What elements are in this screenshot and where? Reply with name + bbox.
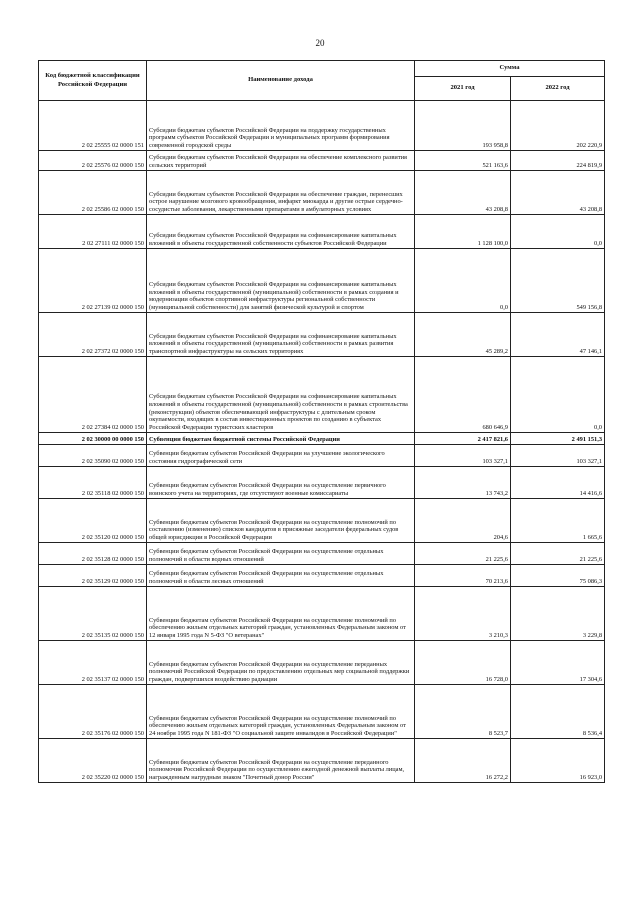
row-value-2022: 17 304,6 (511, 641, 605, 685)
row-value-2022: 3 229,8 (511, 587, 605, 641)
header-code: Код бюджетной классификации Российской Федерации (39, 61, 147, 101)
row-code: 2 02 35220 02 0000 150 (39, 739, 147, 783)
row-code: 2 02 35120 02 0000 150 (39, 499, 147, 543)
row-value-2021: 204,6 (415, 499, 511, 543)
table-row (39, 433, 605, 445)
table-row (39, 739, 605, 783)
row-code: 2 02 35129 02 0000 150 (39, 565, 147, 587)
row-value-2022: 0,0 (511, 215, 605, 249)
row-value-2022: 14 416,6 (511, 467, 605, 499)
row-name: Субвенции бюджетам субъектов Российской Федерации на осуществление отдельных полномочий в области водных отношений (147, 543, 415, 565)
row-value-2021: 0,0 (415, 249, 511, 313)
row-name: Субвенции бюджетам субъектов Российской Федерации на осуществление полномочий по обеспечению жильем отдельных категорий граждан, установленных Федеральным законом от 24 ноября 1995 года N 181-ФЗ "О социальной защите инвалидов в Российской Федерации" (147, 685, 415, 739)
row-value-2022: 47 146,1 (511, 313, 605, 357)
row-value-2022: 43 208,8 (511, 171, 605, 215)
row-name: Субсидии бюджетам субъектов Российской Федерации на обеспечение граждан, перенесших острое нарушение мозгового кровообращения, инфаркт миокарда и другие острые сердечно-сосудистые заболевания, лекарственными препаратами в амбулаторных условиях (147, 171, 415, 215)
row-name: Субсидии бюджетам субъектов Российской Федерации на софинансирование капитальных вложений в объекты государственной (муниципальной) собственности в рамках создания и модернизации объектов спортивной инфраструктуры региональной собственности (муниципальной собственности) для занятий физической культурой и спортом (147, 249, 415, 313)
header-year-2021: 2021 год (415, 77, 511, 101)
table-row (39, 249, 605, 313)
row-value-2022: 103 327,1 (511, 445, 605, 467)
page-number: 20 (315, 38, 325, 48)
row-name: Субвенции бюджетам субъектов Российской Федерации на осуществление полномочий по составлению (изменению) списков кандидатов в присяжные заседатели федеральных судов общей юрисдикции в Российской Федерации (147, 499, 415, 543)
table-row (39, 587, 605, 641)
row-value-2022: 224 819,9 (511, 151, 605, 171)
row-value-2021: 16 728,0 (415, 641, 511, 685)
row-value-2021: 21 225,6 (415, 543, 511, 565)
row-name: Субсидии бюджетам субъектов Российской Федерации на обеспечение комплексного развития сельских территорий (147, 151, 415, 171)
row-value-2021: 1 128 100,0 (415, 215, 511, 249)
table-row (39, 641, 605, 685)
row-value-2021: 45 289,2 (415, 313, 511, 357)
row-value-2022: 2 491 151,3 (511, 433, 605, 445)
table-row (39, 685, 605, 739)
row-value-2021: 8 523,7 (415, 685, 511, 739)
row-value-2021: 521 163,6 (415, 151, 511, 171)
table-row (39, 565, 605, 587)
row-value-2021: 70 213,6 (415, 565, 511, 587)
row-value-2021: 43 208,8 (415, 171, 511, 215)
row-value-2021: 103 327,1 (415, 445, 511, 467)
row-value-2021: 3 210,3 (415, 587, 511, 641)
table-row (39, 445, 605, 467)
row-code: 2 02 27139 02 0000 150 (39, 249, 147, 313)
row-name: Субвенции бюджетам субъектов Российской Федерации на осуществление отдельных полномочий в области лесных отношений (147, 565, 415, 587)
row-code: 2 02 35118 02 0000 150 (39, 467, 147, 499)
row-value-2022: 1 665,6 (511, 499, 605, 543)
row-name: Субвенции бюджетам бюджетной системы Российской Федерации (147, 433, 415, 445)
table-row (39, 357, 605, 433)
row-name: Субсидии бюджетам субъектов Российской Федерации на софинансирование капитальных вложений в объекты государственной (муниципальной) собственности в рамках строительства (реконструкции) объектов обеспечивающей инфраструктуры с длительным сроком окупаемости, входящих в состав инвестиционных проектов по созданию в субъектах Российской Федерации туристских кластеров (147, 357, 415, 433)
table-row (39, 171, 605, 215)
row-value-2021: 680 646,9 (415, 357, 511, 433)
header-name: Наименование дохода (147, 61, 415, 101)
table-row (39, 543, 605, 565)
row-name: Субвенции бюджетам субъектов Российской Федерации на осуществление переданных полномочий Российской Федерации по предоставлению отдельных мер социальной поддержки граждан, подвергшихся воздействию радиации (147, 641, 415, 685)
row-value-2022: 75 086,3 (511, 565, 605, 587)
table-row (39, 313, 605, 357)
table-row (39, 101, 605, 151)
row-code: 2 02 35176 02 0000 150 (39, 685, 147, 739)
table-row (39, 151, 605, 171)
row-code: 2 02 35135 02 0000 150 (39, 587, 147, 641)
table-row (39, 499, 605, 543)
row-value-2021: 13 743,2 (415, 467, 511, 499)
row-code: 2 02 35128 02 0000 150 (39, 543, 147, 565)
row-value-2021: 193 958,8 (415, 101, 511, 151)
row-code: 2 02 25555 02 0000 151 (39, 101, 147, 151)
row-value-2022: 16 923,0 (511, 739, 605, 783)
row-value-2022: 8 536,4 (511, 685, 605, 739)
row-code: 2 02 30000 00 0000 150 (39, 433, 147, 445)
table-row (39, 215, 605, 249)
row-code: 2 02 27384 02 0000 150 (39, 357, 147, 433)
row-value-2022: 21 225,6 (511, 543, 605, 565)
row-name: Субвенции бюджетам субъектов Российской Федерации на улучшение экологического состояния гидрографической сети (147, 445, 415, 467)
row-name: Субсидии бюджетам субъектов Российской Федерации на софинансирование капитальных вложений в объекты государственной (муниципальной) собственности в рамках развития транспортной инфраструктуры на сельских территориях (147, 313, 415, 357)
header-year-2022: 2022 год (511, 77, 605, 101)
row-code: 2 02 25586 02 0000 150 (39, 171, 147, 215)
row-value-2021: 2 417 821,6 (415, 433, 511, 445)
row-name: Субсидии бюджетам субъектов Российской Федерации на поддержку государственных программ субъектов Российской Федерации и муниципальных программ формирования современной городской среды (147, 101, 415, 151)
row-value-2022: 0,0 (511, 357, 605, 433)
row-name: Субвенции бюджетам субъектов Российской Федерации на осуществление первичного воинского учета на территориях, где отсутствуют военные комиссариаты (147, 467, 415, 499)
row-code: 2 02 35090 02 0000 150 (39, 445, 147, 467)
table-row (39, 467, 605, 499)
row-code: 2 02 27111 02 0000 150 (39, 215, 147, 249)
row-value-2022: 202 220,9 (511, 101, 605, 151)
row-code: 2 02 25576 02 0000 150 (39, 151, 147, 171)
row-name: Субвенции бюджетам субъектов Российской Федерации на осуществление полномочий по обеспечению жильем отдельных категорий граждан, установленных Федеральным законом от 12 января 1995 года N 5-ФЗ "О ветеранах" (147, 587, 415, 641)
row-code: 2 02 35137 02 0000 150 (39, 641, 147, 685)
row-name: Субсидии бюджетам субъектов Российской Федерации на софинансирование капитальных вложений в объекты государственной собственности субъектов Российской Федерации (147, 215, 415, 249)
row-name: Субвенции бюджетам субъектов Российской Федерации на осуществление переданного полномочия Российской Федерации по осуществлению ежегодной денежной выплаты лицам, награжденным нагрудным знаком "Почетный донор России" (147, 739, 415, 783)
header-sum: Сумма (415, 61, 605, 77)
budget-table (38, 60, 605, 783)
row-value-2021: 16 272,2 (415, 739, 511, 783)
row-value-2022: 549 156,8 (511, 249, 605, 313)
row-code: 2 02 27372 02 0000 150 (39, 313, 147, 357)
table-body (39, 101, 605, 783)
